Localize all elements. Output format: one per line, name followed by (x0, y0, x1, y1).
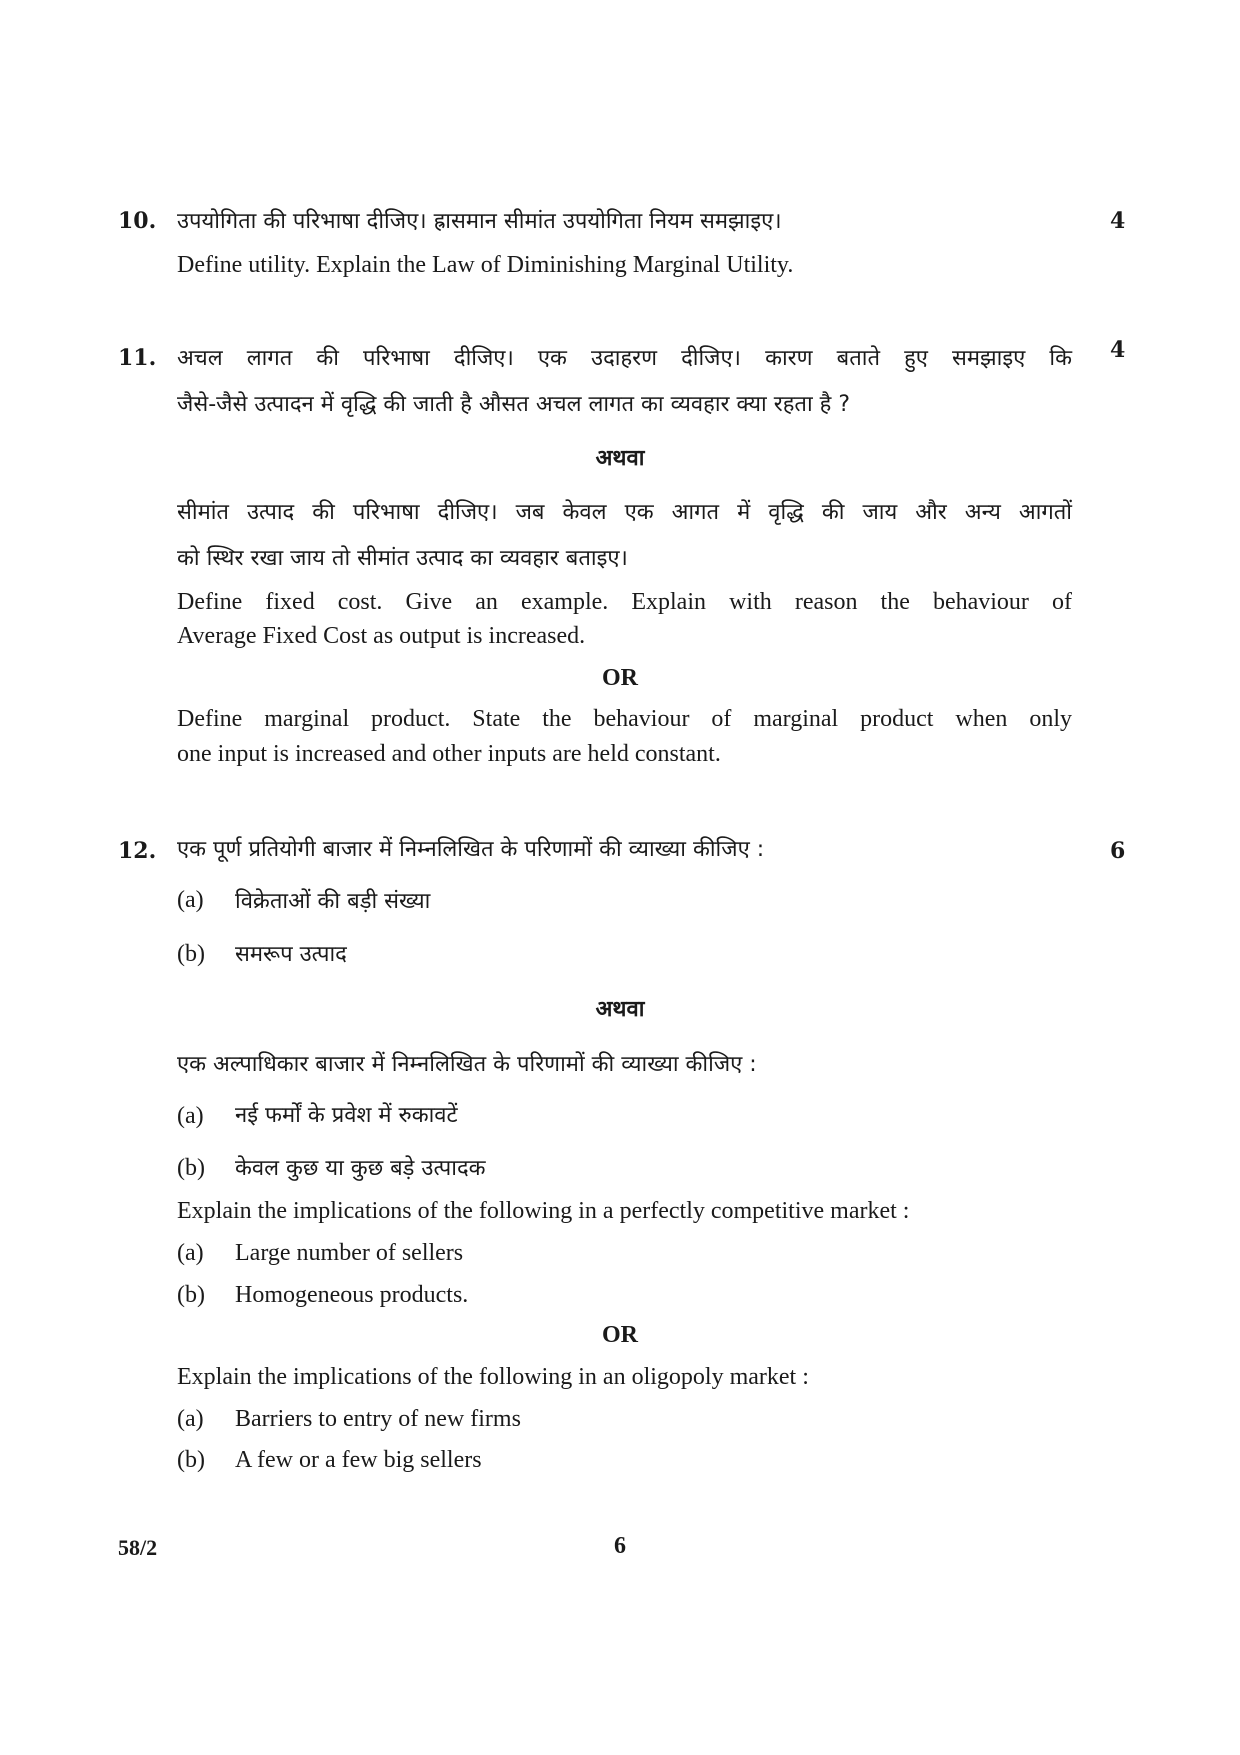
item-label: (a) (177, 1240, 204, 1266)
item-label: (a) (177, 887, 204, 913)
item-label: (a) (177, 1406, 204, 1432)
question-marks: 4 (1110, 337, 1126, 363)
alt-question-hindi-line-2: को स्थिर रखा जाय तो सीमांत उत्पाद का व्यवहार बताइए। (177, 546, 628, 571)
list-item: Homogeneous products. (235, 1282, 469, 1308)
question-number: 11. (118, 345, 157, 371)
item-label: (b) (177, 1155, 205, 1181)
or-divider-hindi: अथवा (595, 997, 645, 1022)
alt-question-hindi-line-1: सीमांत उत्पाद की परिभाषा दीजिए। जब केवल एक आगत में वृद्धि की जाय और अन्य आगतों (177, 500, 1072, 525)
question-english-line-2: Average Fixed Cost as output is increased. (177, 623, 586, 649)
or-divider-english: OR (602, 665, 638, 691)
question-hindi-line-1: अचल लागत की परिभाषा दीजिए। एक उदाहरण दीजिए। कारण बताते हुए समझाइए कि (177, 346, 1072, 371)
question-english-text: Define utility. Explain the Law of Diminishing Marginal Utility. (177, 252, 794, 278)
question-hindi-text: एक पूर्ण प्रतियोगी बाजार में निम्नलिखित के परिणामों की व्याख्या कीजिए : (177, 837, 765, 862)
list-item: केवल कुछ या कुछ बड़े उत्पादक (235, 1156, 486, 1181)
page-number: 6 (614, 1533, 626, 1559)
or-divider-hindi: अथवा (595, 446, 645, 471)
question-marks: 6 (1110, 838, 1126, 864)
alt-question-english-line-2: one input is increased and other inputs are held constant. (177, 741, 721, 767)
list-item: A few or a few big sellers (235, 1447, 482, 1473)
question-hindi-line-2: जैसे-जैसे उत्पादन में वृद्धि की जाती है औसत अचल लागत का व्यवहार क्या रहता है ? (177, 392, 850, 417)
item-label: (b) (177, 1282, 205, 1308)
item-label: (b) (177, 941, 205, 967)
question-number: 10. (118, 208, 157, 234)
question-english-text: Explain the implications of the following in a perfectly competitive market : (177, 1198, 910, 1224)
list-item: समरूप उत्पाद (235, 942, 347, 967)
question-hindi-text: उपयोगिता की परिभाषा दीजिए। ह्रासमान सीमांत उपयोगिता नियम समझाइए। (177, 209, 782, 234)
alt-question-english-text: Explain the implications of the following in an oligopoly market : (177, 1364, 809, 1390)
question-marks: 4 (1110, 208, 1126, 234)
list-item: Large number of sellers (235, 1240, 464, 1266)
question-number: 12. (118, 838, 157, 864)
or-divider-english: OR (602, 1322, 638, 1348)
item-label: (b) (177, 1447, 205, 1473)
item-label: (a) (177, 1103, 204, 1129)
list-item: नई फर्मों के प्रवेश में रुकावटें (235, 1103, 458, 1128)
alt-question-hindi-text: एक अल्पाधिकार बाजार में निम्नलिखित के परिणामों की व्याख्या कीजिए : (177, 1052, 757, 1077)
list-item: विक्रेताओं की बड़ी संख्या (235, 889, 431, 914)
list-item: Barriers to entry of new firms (235, 1406, 521, 1432)
paper-code: 58/2 (118, 1535, 158, 1560)
question-english-line-1: Define fixed cost. Give an example. Explain with reason the behaviour of (177, 589, 1072, 615)
alt-question-english-line-1: Define marginal product. State the behaviour of marginal product when only (177, 706, 1072, 732)
